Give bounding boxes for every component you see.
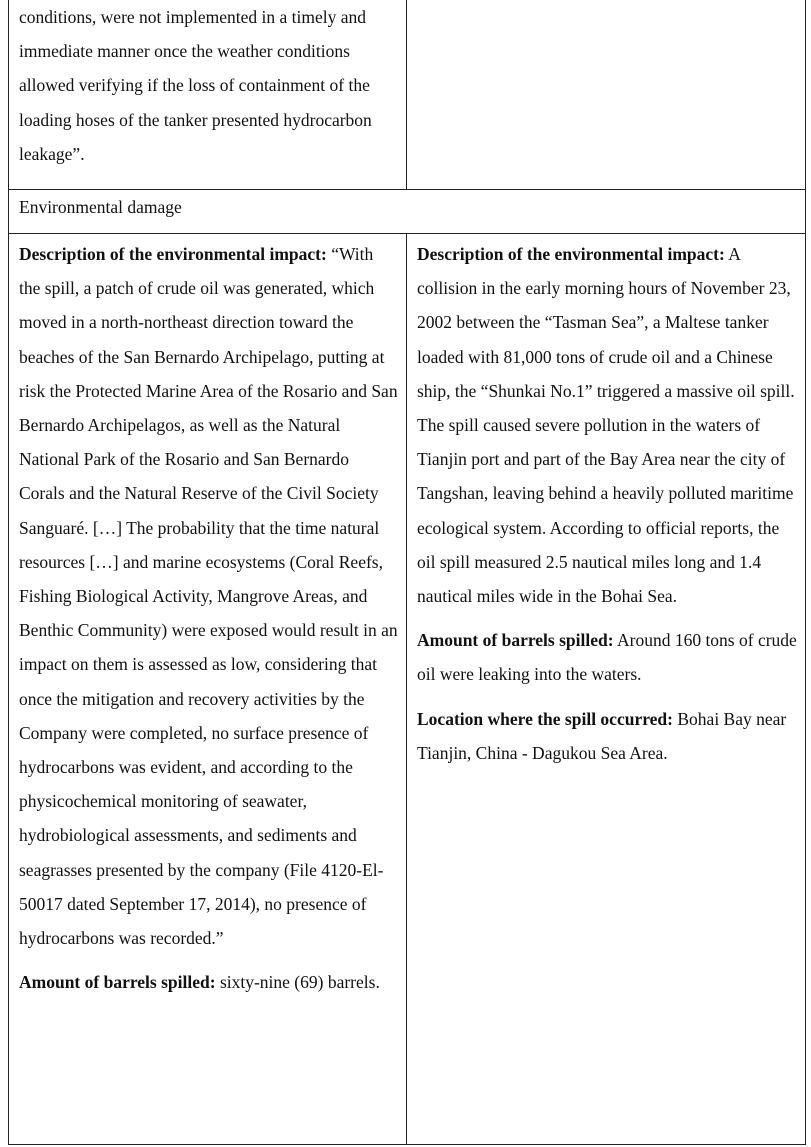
barrels-label: Amount of barrels spilled: [19, 972, 216, 993]
impact-paragraph [417, 237, 797, 613]
table-cell [9, 0, 407, 190]
impact-text: “With the spill, a patch of crude oil was generated, which moved in a north-northeast direction toward the beaches of the San Bernardo Archipelago, putting at risk the Protected Marine Area of the Rosario and San Bernardo Archipelagos, as well as the Natural National Park of the Rosario and San Bernardo Corals and the Natural Reserve of the Civil Society Sanguaré. […] The probability that the time natural resources […] and marine ecosystems (Coral Reefs, Fishing Biological Activity, Mangrove Areas, and Benthic Community) were exposed would result in an impact on them is assessed as low, considering that once the mitigation and recovery activities by the Company were completed, no surface presence of hydrocarbons was evident, and according to the physicochemical monitoring of seawater, hydrobiological assessments, and sediments and seagrasses presented by the company (File 4120-El-50017 dated September 17, 2014), no presence of hydrocarbons was recorded.” [19, 244, 398, 949]
table-cell [9, 234, 407, 1145]
table-cell-empty [407, 0, 806, 190]
cell-content [9, 234, 406, 999]
section-header: Environmental damage [19, 197, 182, 217]
barrels-text: sixty-nine (69) barrels. [219, 972, 380, 993]
location-text: Bohai Bay near Tianjin, China - Dagukou Sea Area. [417, 708, 787, 763]
table-row [9, 190, 806, 234]
location-label: Location where the spill occurred: [417, 708, 673, 729]
impact-label: Description of the environmental impact: [19, 244, 327, 264]
table-row [9, 0, 806, 190]
impact-label: Description of the environmental impact: [417, 244, 725, 264]
continuation-paragraph: conditions, were not implemented in a timely and immediate manner once the weather conditions allowed verifying if the loss of containment of the loading hoses of the tanker presented hydrocarbon leakage”. [19, 7, 372, 164]
cell-content [9, 0, 406, 171]
impact-paragraph [19, 237, 398, 955]
table-cell [407, 234, 806, 1145]
comparison-table [8, 0, 806, 1145]
location-paragraph [417, 702, 797, 770]
barrels-paragraph [417, 623, 797, 691]
impact-text: A collision in the early morning hours of November 23, 2002 between the “Tasman Sea”, a Maltese tanker loaded with 81,000 tons of crude oil and a Chinese ship, the “Shunkai No.1” triggered a massive oil spill. The spill caused severe pollution in the waters of Tianjin port and part of the Bay Area near the city of Tangshan, leaving behind a heavily polluted maritime ecological system. According to official reports, the oil spill measured 2.5 nautical miles long and 1.4 nautical miles wide in the Bohai Sea. [417, 244, 795, 607]
barrels-paragraph [19, 965, 398, 999]
table-row [9, 234, 806, 1145]
cell-content [407, 234, 805, 770]
barrels-text: Around 160 tons of crude oil were leaking into the waters. [417, 630, 797, 685]
section-header-cell [9, 190, 806, 234]
barrels-label: Amount of barrels spilled: [417, 630, 614, 651]
